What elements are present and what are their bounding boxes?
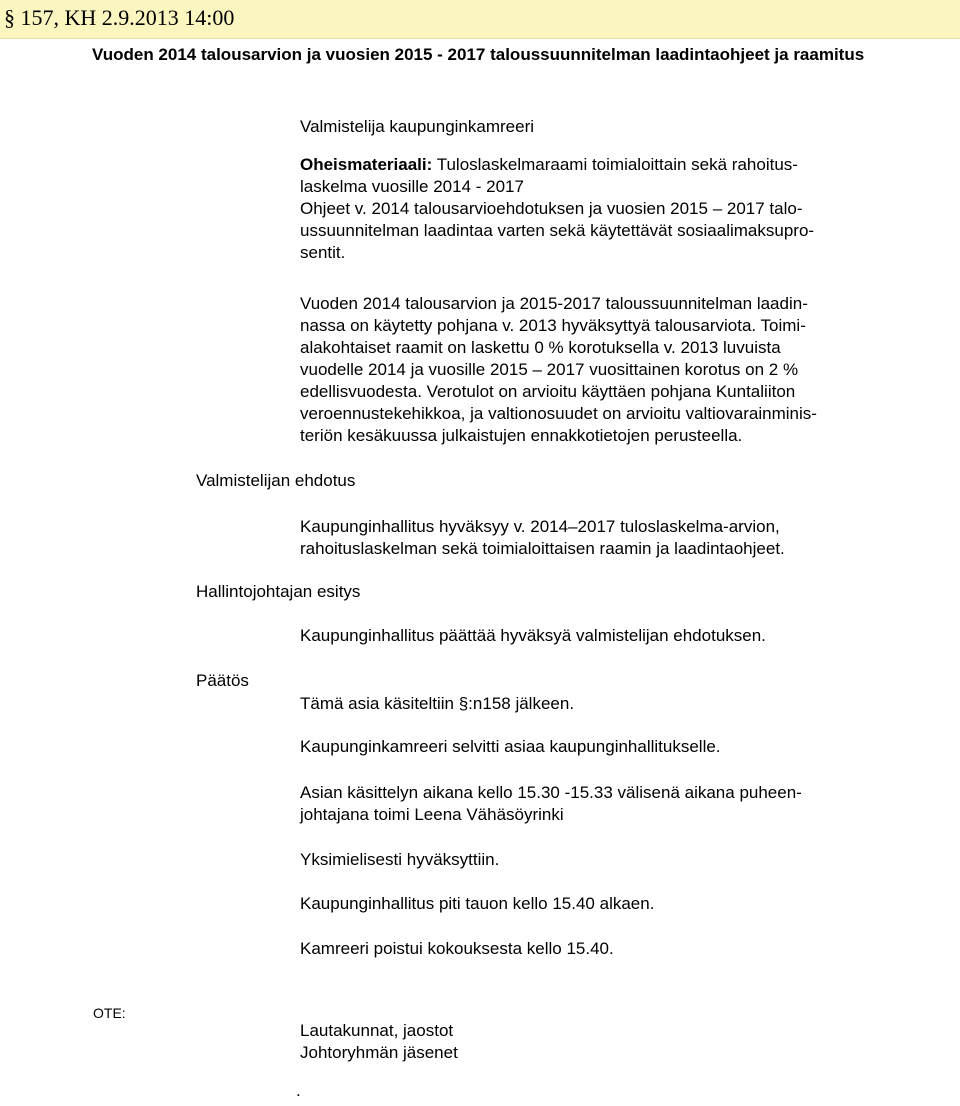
decision-item	[300, 782, 900, 826]
decision-item: Kamreeri poistui kokouksesta kello 15.40.	[300, 939, 614, 958]
attachments-text-3: Ohjeet v. 2014 talousarvioehdotuksen ja vuosien 2015 – 2017 talo-	[300, 199, 803, 218]
background-line: edellisvuodesta. Verotulot on arvioitu käyttäen pohjana Kuntaliiton	[300, 382, 796, 401]
document-title: Vuoden 2014 talousarvion ja vuosien 2015 - 2017 taloussuunnitelman laadintaohjeet ja raamitus	[92, 45, 865, 64]
preparer-line: Valmistelija kaupunginkamreeri	[300, 117, 535, 136]
background-line: vuodelle 2014 ja vuosille 2015 – 2017 vuosittainen korotus on 2 %	[300, 360, 799, 379]
recipient: Lautakunnat, jaostot	[300, 1021, 454, 1040]
decision-item: Kaupunginhallitus piti tauon kello 15.40 alkaen.	[300, 894, 655, 913]
decision-item: Yksimielisesti hyväksyttiin.	[300, 850, 500, 869]
proposal-line: rahoituslaskelman sekä toimialoittaisen raamin ja laadintaohjeet.	[300, 539, 785, 558]
decision-line: johtajana toimi Leena Vähäsöyrinki	[300, 805, 564, 824]
attachments-text-2: laskelma vuosille 2014 - 2017	[300, 177, 524, 196]
attachments-text-5: sentit.	[300, 243, 346, 262]
paragraph-reference: § 157, KH 2.9.2013 14:00	[4, 5, 235, 30]
proposal-line: Kaupunginhallitus hyväksyy v. 2014–2017 tuloslaskelma-arvion,	[300, 517, 780, 536]
attachments-block	[300, 154, 900, 264]
header-banner	[0, 0, 960, 39]
background-line: Vuoden 2014 talousarvion ja 2015-2017 taloussuunnitelman laadin-	[300, 294, 808, 313]
proposal-text	[300, 516, 900, 560]
background-line: alakohtaiset raamit on laskettu 0 % korotuksella v. 2013 luvuista	[300, 338, 781, 357]
attachments-label: Oheismateriaali:	[300, 155, 433, 174]
decision-label: Päätös	[196, 671, 249, 690]
background-line: teriön kesäkuussa julkaistujen ennakkotietojen perusteella.	[300, 426, 743, 445]
proposal-label: Valmistelijan ehdotus	[196, 471, 356, 490]
background-line: nassa on käytetty pohjana v. 2013 hyväksyttyä talousarviota. Toimi-	[300, 316, 806, 335]
director-text: Kaupunginhallitus päättää hyväksyä valmistelijan ehdotuksen.	[300, 626, 766, 645]
recipient: Johtoryhmän jäsenet	[300, 1043, 458, 1062]
background-line: veroennustekehikkoa, ja valtionosuudet on arvioitu valtiovarainminis-	[300, 404, 817, 423]
director-label: Hallintojohtajan esitys	[196, 582, 361, 601]
attachments-text-1: Tuloslaskelmaraami toimialoittain sekä rahoitus-	[436, 155, 798, 174]
attachments-text-4: ussuunnitelman laadintaa varten sekä käytettävät sosiaalimaksupro-	[300, 221, 815, 240]
background-paragraph	[300, 293, 900, 447]
decision-item: Tämä asia käsiteltiin §:n158 jälkeen.	[300, 694, 575, 713]
extract-recipients	[300, 1020, 900, 1064]
decision-line: Asian käsittelyn aikana kello 15.30 -15.33 välisenä aikana puheen-	[300, 783, 802, 802]
decision-item: Kaupunginkamreeri selvitti asiaa kaupunginhallitukselle.	[300, 737, 721, 756]
trailing-mark: .	[296, 1081, 301, 1100]
extract-label: OTE:	[93, 1005, 126, 1021]
